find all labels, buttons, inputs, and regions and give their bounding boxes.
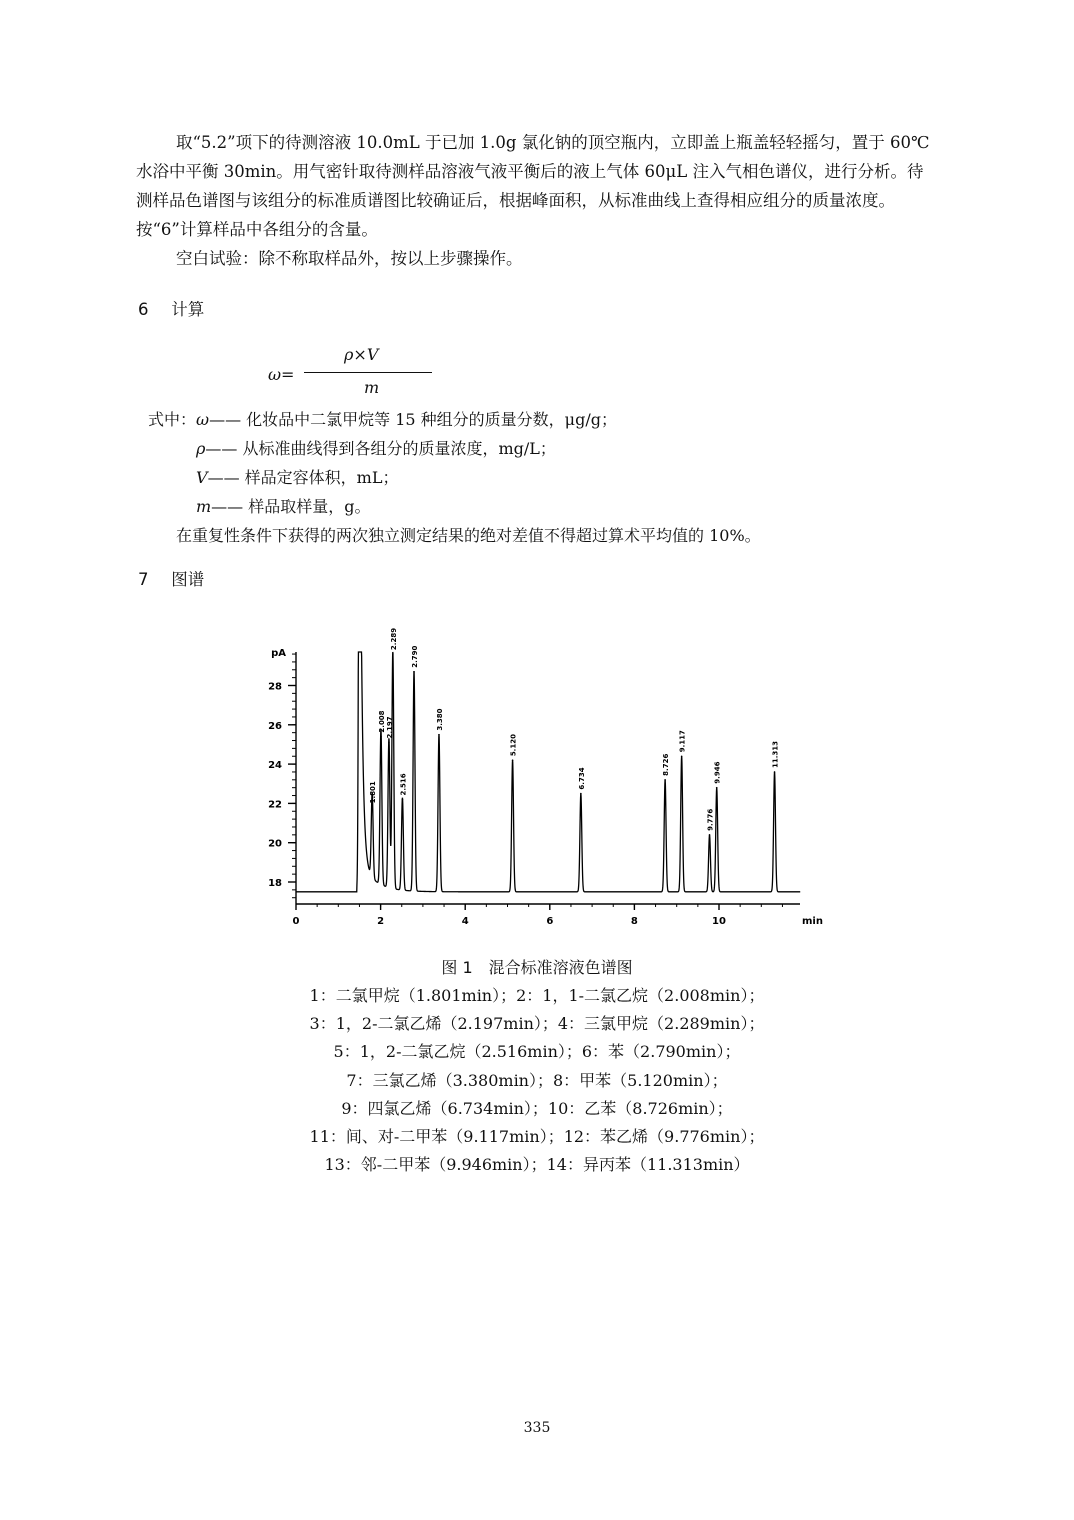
peak-apex-marker bbox=[392, 653, 394, 655]
y-tick-label: 22 bbox=[268, 799, 282, 811]
y-tick-label: 26 bbox=[268, 720, 282, 732]
section-number: 6 bbox=[138, 300, 149, 319]
definitions-intro: 式中： bbox=[148, 410, 197, 429]
peak-apex-marker bbox=[716, 787, 718, 789]
peak-label: 9.946 bbox=[713, 761, 722, 784]
definition-text: 从标准曲线得到各组分的质量浓度，mg/L； bbox=[237, 439, 556, 458]
section-7-heading bbox=[138, 566, 204, 590]
definition-row bbox=[148, 463, 761, 492]
definition-dash: —— bbox=[211, 497, 244, 516]
section-title: 图谱 bbox=[171, 570, 205, 589]
x-tick-label: 6 bbox=[546, 916, 554, 927]
peak-label: 2.289 bbox=[389, 627, 398, 651]
formula-lhs: ω= bbox=[268, 365, 295, 384]
variable-definitions bbox=[148, 405, 761, 550]
peak-label: 6.734 bbox=[577, 767, 586, 790]
peak-label: 11.313 bbox=[771, 740, 780, 768]
figure-title: 图 1 混合标准溶液色谱图 bbox=[441, 958, 633, 977]
legend-line: 13：邻-二甲苯（9.946min）；14：异丙苯（11.313min） bbox=[324, 1155, 750, 1175]
legend-line: 7：三氯乙烯（3.380min）；8：甲苯（5.120min）； bbox=[346, 1070, 728, 1090]
x-tick-label: 10 bbox=[712, 916, 726, 927]
definition-text: 样品定容体积，mL； bbox=[239, 468, 399, 487]
x-axis-label: min bbox=[802, 916, 823, 927]
x-tick-label: 2 bbox=[377, 916, 385, 927]
x-tick-label: 4 bbox=[461, 916, 469, 927]
y-tick-label: 24 bbox=[268, 760, 282, 772]
legend-line: 11：间、对-二甲苯（9.117min）；12：苯乙烯（9.776min）； bbox=[309, 1127, 765, 1147]
x-tick-label: 0 bbox=[292, 916, 300, 927]
y-tick-label: 18 bbox=[268, 878, 282, 889]
peak-label: 2.790 bbox=[411, 645, 420, 668]
definition-dash: —— bbox=[207, 468, 240, 487]
peak-label: 2.197 bbox=[385, 716, 394, 739]
x-tick-label: 8 bbox=[630, 916, 638, 927]
peak-label: 5.120 bbox=[509, 734, 518, 757]
formula-denominator: m bbox=[364, 378, 380, 397]
peak-apex-marker bbox=[709, 834, 711, 836]
definition-row bbox=[148, 405, 761, 434]
definition-symbol: ω bbox=[196, 410, 210, 429]
definition-text: 化妆品中二氯甲烷等 15 种组分的质量分数，μg/g； bbox=[241, 410, 617, 429]
peak-apex-marker bbox=[512, 759, 514, 761]
definition-row bbox=[148, 434, 761, 463]
figure-legend bbox=[0, 982, 1074, 1179]
chromatogram-svg bbox=[250, 627, 823, 927]
definition-dash: —— bbox=[209, 410, 242, 429]
peak-apex-marker bbox=[380, 736, 382, 738]
definition-row bbox=[148, 492, 761, 521]
definition-dash: —— bbox=[205, 439, 238, 458]
legend-line: 3：1，2-二氯乙烯（2.197min）；4：三氯甲烷（2.289min）； bbox=[309, 1014, 765, 1034]
legend-line: 5：1，2-二氯乙烷（2.516min）；6：苯（2.790min）； bbox=[333, 1042, 741, 1062]
section-6-heading bbox=[138, 296, 204, 320]
y-tick-label: 20 bbox=[268, 838, 282, 850]
y-tick-label: 28 bbox=[268, 681, 282, 693]
peak-apex-marker bbox=[371, 807, 373, 809]
peak-apex-marker bbox=[681, 755, 683, 757]
peak-label: 1.801 bbox=[369, 781, 378, 804]
peak-label: 8.726 bbox=[662, 753, 671, 776]
precision-statement: 在重复性条件下获得的两次独立测定结果的绝对差值不得超过算术平均值的 10%。 bbox=[176, 526, 761, 545]
formula-numerator: ρ×V bbox=[344, 345, 379, 364]
procedure-paragraph: 取“5.2”项下的待测溶液 10.0mL 于已加 1.0g 氯化钠的顶空瓶内，立即盖上瓶盖轻轻摇匀，置于 60℃水浴中平衡 30min。用气密针取待测样品溶液气液平衡后的液上气体 60μL 注入气相色谱仪，进行分析。待测样品色谱图与该组分的标准质谱图比较确证后，根据峰面积，从标准曲线上查得相应组分的质量浓度。按“6”计算样品中各组分的含量。 bbox=[136, 133, 930, 239]
peak-apex-marker bbox=[413, 671, 415, 673]
section-number: 7 bbox=[138, 570, 149, 589]
legend-line: 9：四氯乙烯（6.734min）；10：乙苯（8.726min）； bbox=[341, 1098, 733, 1118]
calculation-formula bbox=[268, 345, 468, 405]
peak-apex-marker bbox=[402, 799, 404, 801]
blank-test-paragraph: 空白试验：除不称取样品外，按以上步骤操作。 bbox=[176, 249, 523, 268]
chromatogram-trace bbox=[296, 652, 800, 892]
peak-apex-marker bbox=[438, 734, 440, 736]
chromatogram-chart bbox=[250, 627, 823, 927]
legend-line: 1：二氯甲烷（1.801min）；2：1，1-二氯乙烷（2.008min）； bbox=[309, 986, 765, 1005]
peak-label: 9.776 bbox=[706, 808, 715, 831]
peak-apex-marker bbox=[388, 742, 390, 744]
definition-text: 样品取样量，g。 bbox=[243, 497, 371, 516]
section-title: 计算 bbox=[171, 300, 205, 319]
peak-label: 2.008 bbox=[377, 710, 386, 733]
peak-apex-marker bbox=[774, 771, 776, 773]
peak-apex-marker bbox=[580, 793, 582, 795]
peak-apex-marker bbox=[664, 779, 666, 781]
y-axis-label: pA bbox=[271, 648, 286, 659]
page-number: 335 bbox=[523, 1420, 551, 1436]
fraction-bar bbox=[304, 372, 432, 373]
definition-symbol: V bbox=[196, 468, 208, 487]
peak-label: 3.380 bbox=[435, 708, 444, 731]
definition-symbol: m bbox=[196, 497, 212, 516]
definition-symbol: ρ bbox=[196, 439, 206, 458]
peak-label: 9.117 bbox=[678, 730, 687, 753]
peak-label: 2.516 bbox=[399, 773, 408, 796]
